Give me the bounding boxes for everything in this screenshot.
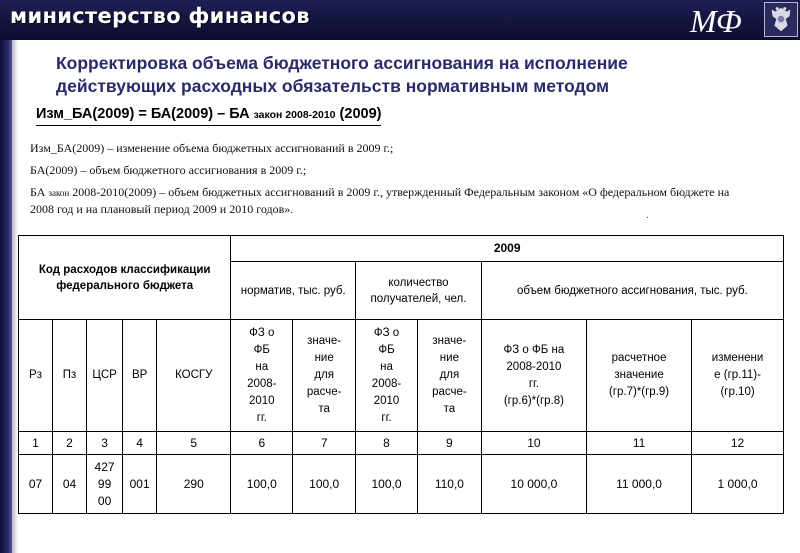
column-number-cell: 10: [481, 432, 586, 455]
formula-sub: закон 2008-2010: [253, 109, 336, 121]
budget-table: [18, 235, 784, 514]
data-cell: 427 99 00: [87, 455, 123, 514]
trailing-mark: .: [646, 210, 649, 221]
definition-ba: БА(2009) – объем бюджетного ассигнования в 2009 г.;: [30, 163, 307, 177]
definition-ba-law-prefix: БА: [30, 185, 49, 199]
column-number-cell: 11: [586, 432, 691, 455]
org-title: министерство финансов: [10, 4, 310, 28]
data-cell: 10 000,0: [481, 455, 586, 514]
data-cell: 100,0: [356, 455, 418, 514]
column-number-cell: 7: [293, 432, 356, 455]
data-cell: 1 000,0: [692, 455, 784, 514]
table-header-row-year: [19, 236, 784, 262]
subheader-cell: значе- ние для расче- та: [417, 320, 481, 432]
header-bar: [0, 0, 800, 40]
subheader-cell: ВР: [123, 320, 157, 432]
coat-of-arms-icon: [764, 2, 798, 37]
column-number-cell: 4: [123, 432, 157, 455]
column-number-cell: 6: [231, 432, 293, 455]
table-subheader-row: [19, 320, 784, 432]
slide-title: Корректировка объема бюджетного ассигнования на исполнение действующих расходных обязательств нормативным методом: [56, 53, 628, 96]
subheader-cell: расчетное значение (гр.7)*(гр.9): [586, 320, 691, 432]
subheader-cell: ФЗ о ФБ на 2008- 2010 гг.: [356, 320, 418, 432]
data-cell: 110,0: [417, 455, 481, 514]
column-number-cell: 2: [53, 432, 87, 455]
formula-part2: (2009): [335, 106, 382, 122]
group-header-allocation: объем бюджетного ассигнования, тыс. руб.: [481, 262, 783, 320]
table-data-row: [19, 455, 784, 514]
header-year: 2009: [231, 236, 784, 262]
data-cell: 04: [53, 455, 87, 514]
header-code: Код расходов классификации федерального бюджета: [19, 236, 231, 320]
data-cell: 001: [123, 455, 157, 514]
definition-ba-law-rest: 2008-2010(2009) – объем бюджетных ассигнований в 2009 г., утвержденный Федеральным законом «О федеральном бюджете на 2008 год и на плановый период 2009 и 2010 годов».: [30, 185, 730, 216]
data-cell: 100,0: [293, 455, 356, 514]
minfin-logo: [688, 2, 758, 38]
subheader-cell: ФЗ о ФБ на 2008-2010 гг. (гр.6)*(гр.8): [481, 320, 586, 432]
column-number-cell: 12: [692, 432, 784, 455]
column-number-cell: 1: [19, 432, 53, 455]
logo-text: МФ: [690, 3, 742, 38]
data-cell: 100,0: [231, 455, 293, 514]
column-number-row: [19, 432, 784, 455]
subheader-cell: Пз: [53, 320, 87, 432]
subheader-cell: значе- ние для расче- та: [293, 320, 356, 432]
column-number-cell: 3: [87, 432, 123, 455]
subheader-cell: Рз: [19, 320, 53, 432]
subheader-cell: ЦСР: [87, 320, 123, 432]
data-cell: 11 000,0: [586, 455, 691, 514]
data-cell: 07: [19, 455, 53, 514]
subheader-cell: ФЗ о ФБ на 2008- 2010 гг.: [231, 320, 293, 432]
column-number-cell: 9: [417, 432, 481, 455]
column-number-cell: 8: [356, 432, 418, 455]
definition-change: Изм_БА(2009) – изменение объема бюджетных ассигнований в 2009 г.;: [30, 141, 394, 155]
formula-part1: Изм_БА(2009) = БА(2009) – БА: [36, 106, 254, 122]
column-number-cell: 5: [157, 432, 231, 455]
left-decorative-strip: [0, 40, 12, 553]
subheader-cell: изменени е (гр.11)- (гр.10): [692, 320, 784, 432]
group-header-norm: норматив, тыс. руб.: [231, 262, 356, 320]
data-cell: 290: [157, 455, 231, 514]
formula: [36, 104, 381, 126]
group-header-recipients: количество получателей, чел.: [356, 262, 482, 320]
definition-ba-law: [30, 184, 730, 217]
subheader-cell: КОСГУ: [157, 320, 231, 432]
definition-ba-law-sub: закон: [48, 188, 70, 198]
